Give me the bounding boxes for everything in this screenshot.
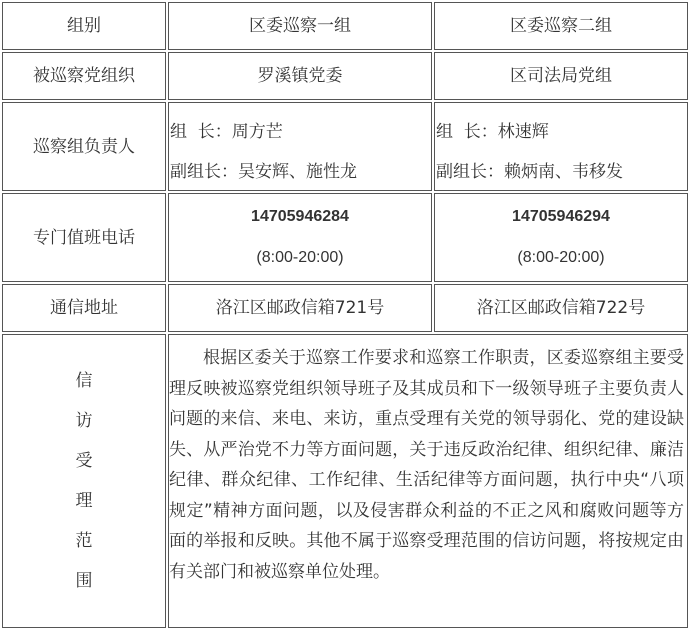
group1-address-cell xyxy=(168,284,432,332)
phone-label: 专门值班电话 xyxy=(33,227,135,248)
phone-label-cell xyxy=(2,193,166,282)
group1-header-cell xyxy=(168,2,432,50)
scope-text-cell xyxy=(168,334,688,628)
inspected-label: 被巡察党组织 xyxy=(33,66,135,86)
leaders-label-cell xyxy=(2,102,166,191)
group1-phone-number: 14705946284 xyxy=(251,208,349,225)
group1-deputy: 副组长：吴安辉、施性龙 xyxy=(170,162,357,182)
group1-inspected-cell xyxy=(168,52,432,100)
group2-deputy: 副组长：赖炳南、韦移发 xyxy=(436,162,623,182)
address-label-cell xyxy=(2,284,166,332)
inspection-info-table xyxy=(2,2,688,628)
scope-label xyxy=(3,371,165,611)
group1-phone-hours: (8:00-20:00) xyxy=(256,249,344,266)
header-label: 组别 xyxy=(67,16,101,36)
group2-address: 洛江区邮政信箱722号 xyxy=(476,298,646,318)
group2-inspected-cell xyxy=(434,52,688,100)
scope-label-char: 访 xyxy=(75,411,93,431)
header-label-cell xyxy=(2,2,166,50)
group2-leader: 组 长：林速辉 xyxy=(436,122,549,142)
group1-leader: 组 长：周方芒 xyxy=(170,122,283,142)
group1-name: 区委巡察一组 xyxy=(249,16,351,36)
scope-label-char: 受 xyxy=(75,451,93,471)
group1-inspected-org: 罗溪镇党委 xyxy=(257,66,343,86)
scope-label-char: 信 xyxy=(75,371,93,391)
scope-label-char: 理 xyxy=(75,491,93,511)
group1-leaders-cell xyxy=(168,102,432,191)
group2-phone-cell xyxy=(434,193,688,282)
address-label: 通信地址 xyxy=(50,298,118,318)
leaders-label: 巡察组负责人 xyxy=(33,136,135,157)
group2-inspected-org: 区司法局党组 xyxy=(510,66,612,86)
group2-phone-number: 14705946294 xyxy=(512,208,610,225)
group1-address: 洛江区邮政信箱721号 xyxy=(215,298,385,318)
group2-leaders-cell xyxy=(434,102,688,191)
scope-paragraph: 根据区委关于巡察工作要求和巡察工作职责，区委巡察组主要受理反映被巡察党组织领导班子及其成员和下一级领导班子主要负责人问题的来信、来电、来访，重点受理有关党的领导弱化、党的建设缺失、从严治党不力等方面问题，关于违反政治纪律、组织纪律、廉洁纪律、群众纪律、工作纪律、生活纪律等方面问题，执行中央“八项规定”精神方面问题，以及侵害群众利益的不正之风和腐败问题等方面的举报和反映。其他不属于巡察受理范围的信访问题，将按规定由有关部门和被巡察单位处理。 xyxy=(169,348,684,582)
group1-phone-cell xyxy=(168,193,432,282)
inspected-label-cell xyxy=(2,52,166,100)
group2-address-cell xyxy=(434,284,688,332)
scope-label-char: 范 xyxy=(75,531,93,551)
group2-header-cell xyxy=(434,2,688,50)
group2-phone-hours: (8:00-20:00) xyxy=(517,249,605,266)
scope-label-char: 围 xyxy=(75,571,93,591)
group2-name: 区委巡察二组 xyxy=(510,16,612,36)
scope-label-cell xyxy=(2,334,166,628)
